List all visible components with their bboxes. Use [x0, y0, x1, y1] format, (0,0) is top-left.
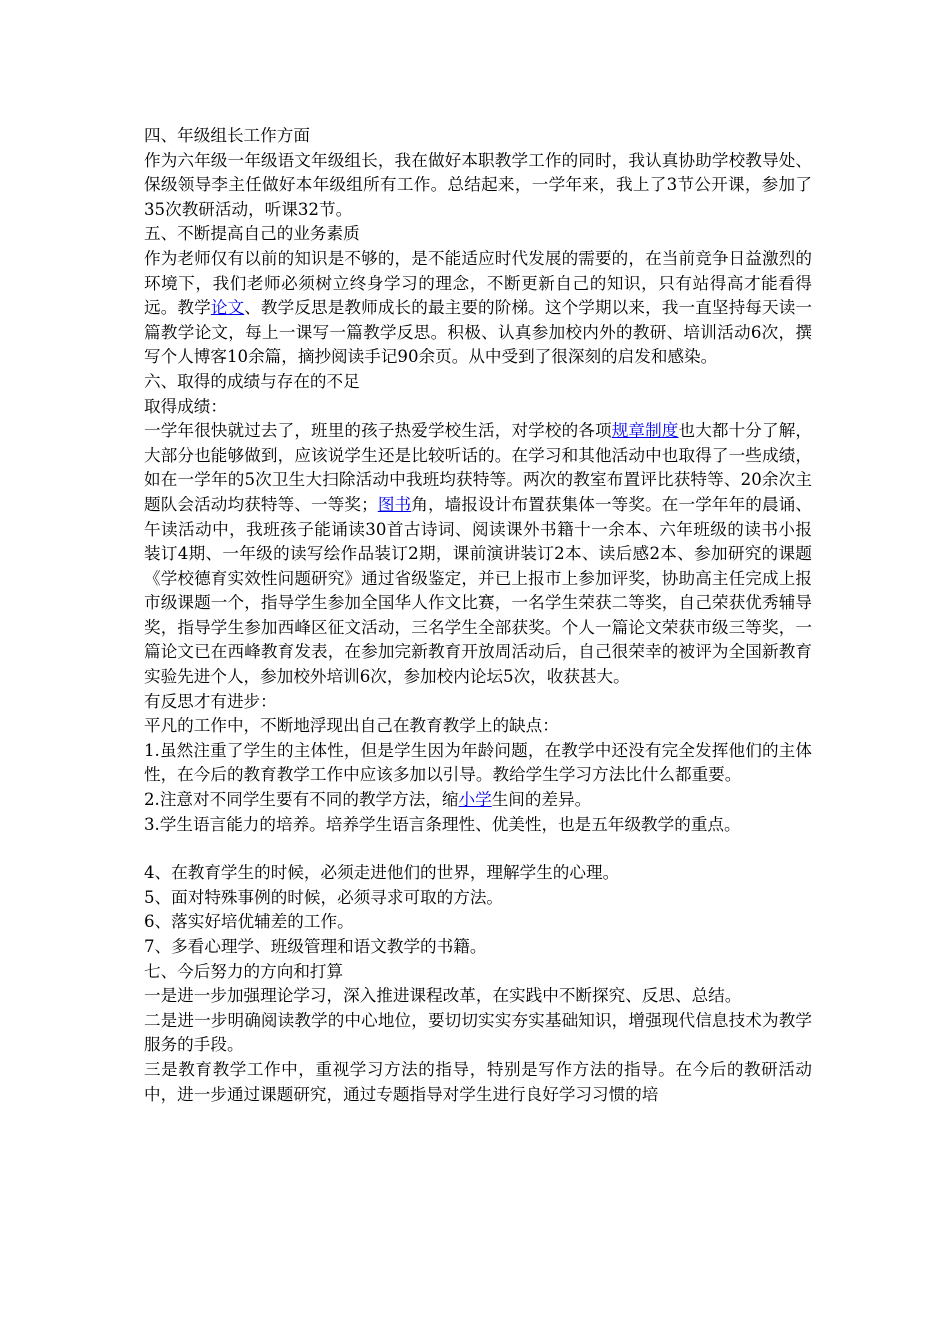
plan-item-2: 二是进一步明确阅读教学的中心地位，要切切实实夯实基础知识，增强现代信息技术为教学服务的手段。 — [144, 1010, 812, 1055]
link-primary-school[interactable]: 小学 — [458, 790, 492, 810]
list-item-text: 2.注意对不同学生要有不同的教学方法，缩 — [144, 790, 459, 810]
list-item-6: 6、落实好培优辅差的工作。 — [144, 912, 354, 932]
list-item-3: 3.学生语言能力的培养。培养学生语言条理性、优美性，也是五年级教学的重点。 — [144, 814, 741, 834]
paragraph-grade-leader: 作为六年级一年级语文年级组长，我在做好本职教学工作的同时，我认真协助学校教导处、保级领导李主任做好本年级组所有工作。总结起来，一学年来，我上了3节公开课，参加了35次教研活动，听课32节。 — [144, 150, 812, 219]
list-item-5: 5、面对特殊事例的时候，必须寻求可取的方法。 — [144, 887, 504, 907]
list-item-7: 7、多看心理学、班级管理和语文教学的书籍。 — [144, 937, 487, 956]
list-item-4: 4、在教育学生的时候，必须走进他们的世界，理解学生的心理。 — [144, 863, 620, 883]
paragraph-text: 角，墙报设计布置获集体一等奖。在一学年年的晨诵、午读活动中，我班孩子能诵读30首古诗词、阅读课外书籍十一余本、六年班级的读书小报装订4期、一年级的读写绘作品装订2期，课前演讲装订2本、读后感2本、参加研究的课题《学校德育实效性问题研究》通过省级鉴定，并已上报市上参加评奖，协助高主任完成上报市级课题一个，指导学生参加全国华人作文比赛，一名学生荣获二等奖，自己荣获优秀辅导奖，指导学生参加西峰区征文活动，三名学生全部获奖。个人一篇论文荣获市级三等奖，一篇论文已在西峰教育发表，在参加完新教育开放周活动后，自己很荣幸的被评为全国新教育实验先进个人，参加校外培训6次，参加校内论坛5次，收获甚大。 — [144, 494, 813, 687]
list-item-2 — [144, 788, 812, 813]
section-heading-5: 五、不断提高自己的业务素质 — [144, 224, 360, 244]
section-heading-4: 四、年级组长工作方面 — [144, 126, 310, 145]
plan-item-1: 一是进一步加强理论学习，深入推进课程改革，在实践中不断探究、反思、总结。 — [144, 986, 742, 1006]
list-item-1: 1.虽然注重了学生的主体性，但是学生因为年龄问题，在教学中还没有完全发挥他们的主体性，在今后的教育教学工作中应该多加以引导。教给学生学习方法比什么都重要。 — [144, 740, 812, 785]
paragraph-reflection: 平凡的工作中，不断地浮现出自己在教育教学上的缺点： — [144, 716, 559, 736]
subheading-achievements: 取得成绩： — [144, 396, 227, 416]
paragraph-achievements — [144, 419, 812, 690]
link-rules[interactable]: 规章制度 — [611, 421, 679, 441]
link-thesis[interactable]: 论文 — [210, 298, 245, 318]
document-body — [144, 124, 812, 1107]
paragraph-text: 一学年很快就过去了，班里的孩子热爱学校生活，对学校的各项 — [144, 421, 612, 441]
subheading-reflection: 有反思才有进步： — [144, 691, 277, 711]
list-item-text: 生间的差异。 — [491, 790, 592, 810]
paragraph-text: 、教学反思是教师成长的最主要的阶梯。这个学期以来，我一直坚持每天读一篇教学论文，每上一课写一篇教学反思。积极、认真参加校内外的教研、培训活动6次，撰写个人博客10余篇，摘抄阅读手记90余页。从中受到了很深刻的启发和感染。 — [144, 298, 813, 367]
plan-item-3: 三是教育教学工作中，重视学习方法的指导，特别是写作方法的指导。在今后的教研活动中，进一步通过课题研究，通过专题指导对学生进行良好学习习惯的培 — [144, 1059, 812, 1104]
paragraph-text: 也大都十分了解，大部分也能够做到，应该说学生还是比较听话的。在学习和其他活动中也取得了一些成绩，如在一学年的5次卫生大扫除活动中我班均获特等。两次的教室布置评比获特等、20余次主题队会活动均获特等、一等奖； — [144, 421, 813, 514]
blank-line — [144, 837, 812, 861]
paragraph-text: 作为老师仅有以前的知识是不够的，是不能适应时代发展的需要的，在当前竞争日益激烈的环境下，我们老师必须树立终身学习的理念，不断更新自己的知识，只有站得高才能看得远。教学 — [144, 248, 812, 318]
section-heading-6: 六、取得的成绩与存在的不足 — [144, 371, 360, 391]
link-books[interactable]: 图书 — [377, 494, 412, 514]
section-heading-7: 七、今后努力的方向和打算 — [144, 961, 344, 981]
paragraph-professional-quality — [144, 247, 812, 370]
